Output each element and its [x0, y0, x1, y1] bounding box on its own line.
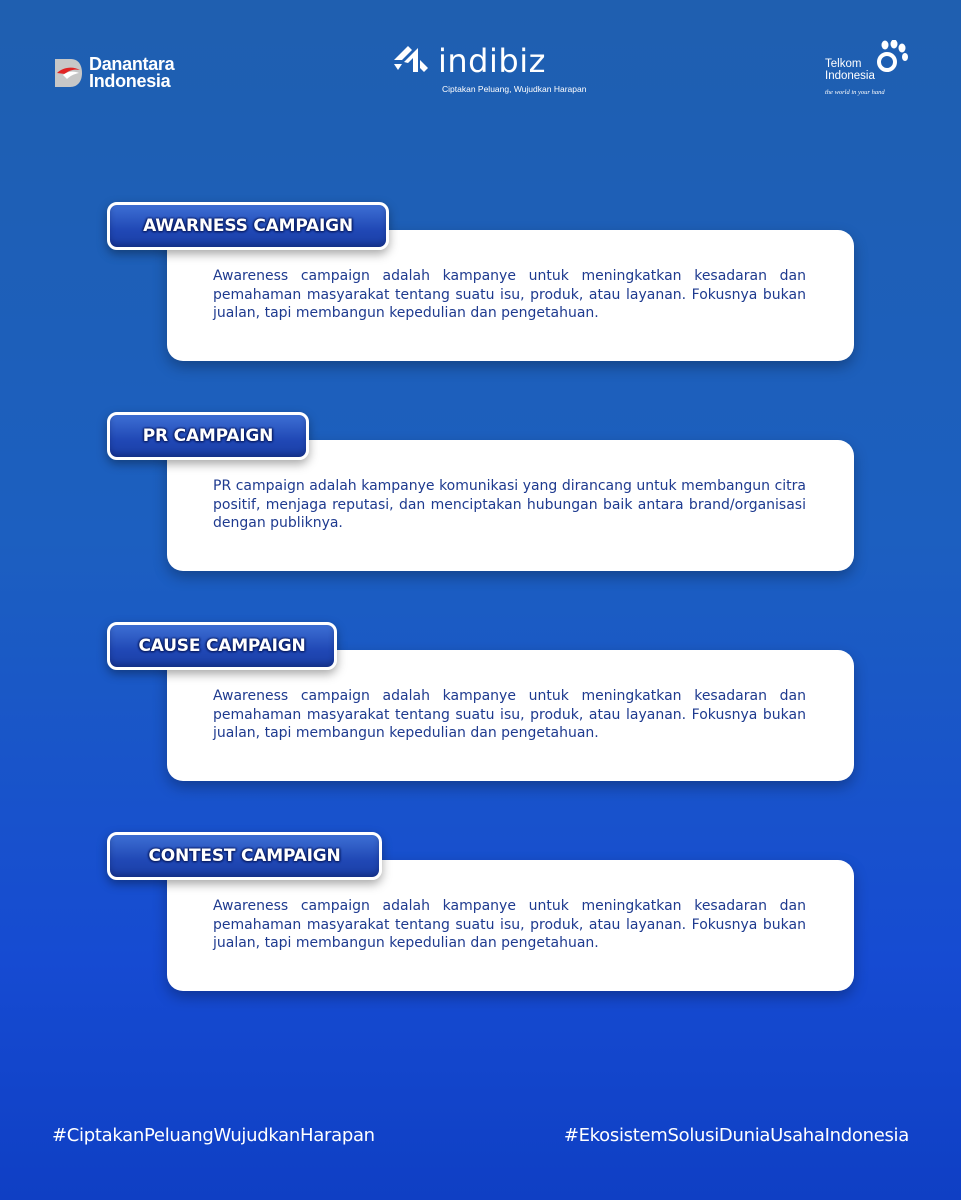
campaign-description: PR campaign adalah kampanye komunikasi yang dirancang untuk membangun citra positif, menjaga reputasi, dan menciptakan hubungan baik antara brand/organisasi dengan publiknya.	[213, 478, 806, 531]
campaign-label: CAUSE CAMPAIGN	[107, 622, 337, 670]
danantara-emblem-icon	[53, 57, 83, 89]
campaign-contest	[107, 832, 854, 992]
campaign-label: PR CAMPAIGN	[107, 412, 309, 460]
campaign-description: Awareness campaign adalah kampanye untuk meningkatkan kesadaran dan pemahaman masyarakat tentang suatu isu, produk, atau layanan. Fokusnya bukan jualan, tapi membangun kepedulian dan pengetahuan.	[213, 268, 806, 321]
indibiz-tagline: Ciptakan Peluang, Wujudkan Harapan	[442, 84, 587, 94]
telkom-logo	[825, 40, 920, 100]
campaign-label: CONTEST CAMPAIGN	[107, 832, 382, 880]
telkom-line2: Indonesia	[825, 70, 875, 82]
campaign-pr	[107, 412, 854, 572]
telkom-line1: Telkom	[825, 58, 862, 70]
hashtag-right: #EkosistemSolusiDuniaUsahaIndonesia	[563, 1125, 909, 1146]
telkom-hand-icon	[873, 40, 909, 76]
indibiz-logo	[390, 40, 587, 102]
danantara-line2: Indonesia	[89, 71, 171, 91]
campaign-description: Awareness campaign adalah kampanye untuk meningkatkan kesadaran dan pemahaman masyarakat tentang suatu isu, produk, atau layanan. Fokusnya bukan jualan, tapi membangun kepedulian dan pengetahuan.	[213, 898, 806, 951]
campaign-label: AWARNESS CAMPAIGN	[107, 202, 389, 250]
campaign-description: Awareness campaign adalah kampanye untuk meningkatkan kesadaran dan pemahaman masyarakat tentang suatu isu, produk, atau layanan. Fokusnya bukan jualan, tapi membangun kepedulian dan pengetahuan.	[213, 688, 806, 741]
indibiz-mark-icon	[390, 40, 432, 82]
telkom-tagline: the world in your hand	[825, 89, 885, 96]
campaign-awareness	[107, 202, 854, 362]
danantara-line1: Danantara	[89, 54, 175, 74]
indibiz-wordmark: indibiz	[438, 42, 546, 80]
hashtag-left: #CiptakanPeluangWujudkanHarapan	[52, 1125, 375, 1146]
campaign-cause	[107, 622, 854, 782]
danantara-logo	[53, 56, 174, 90]
